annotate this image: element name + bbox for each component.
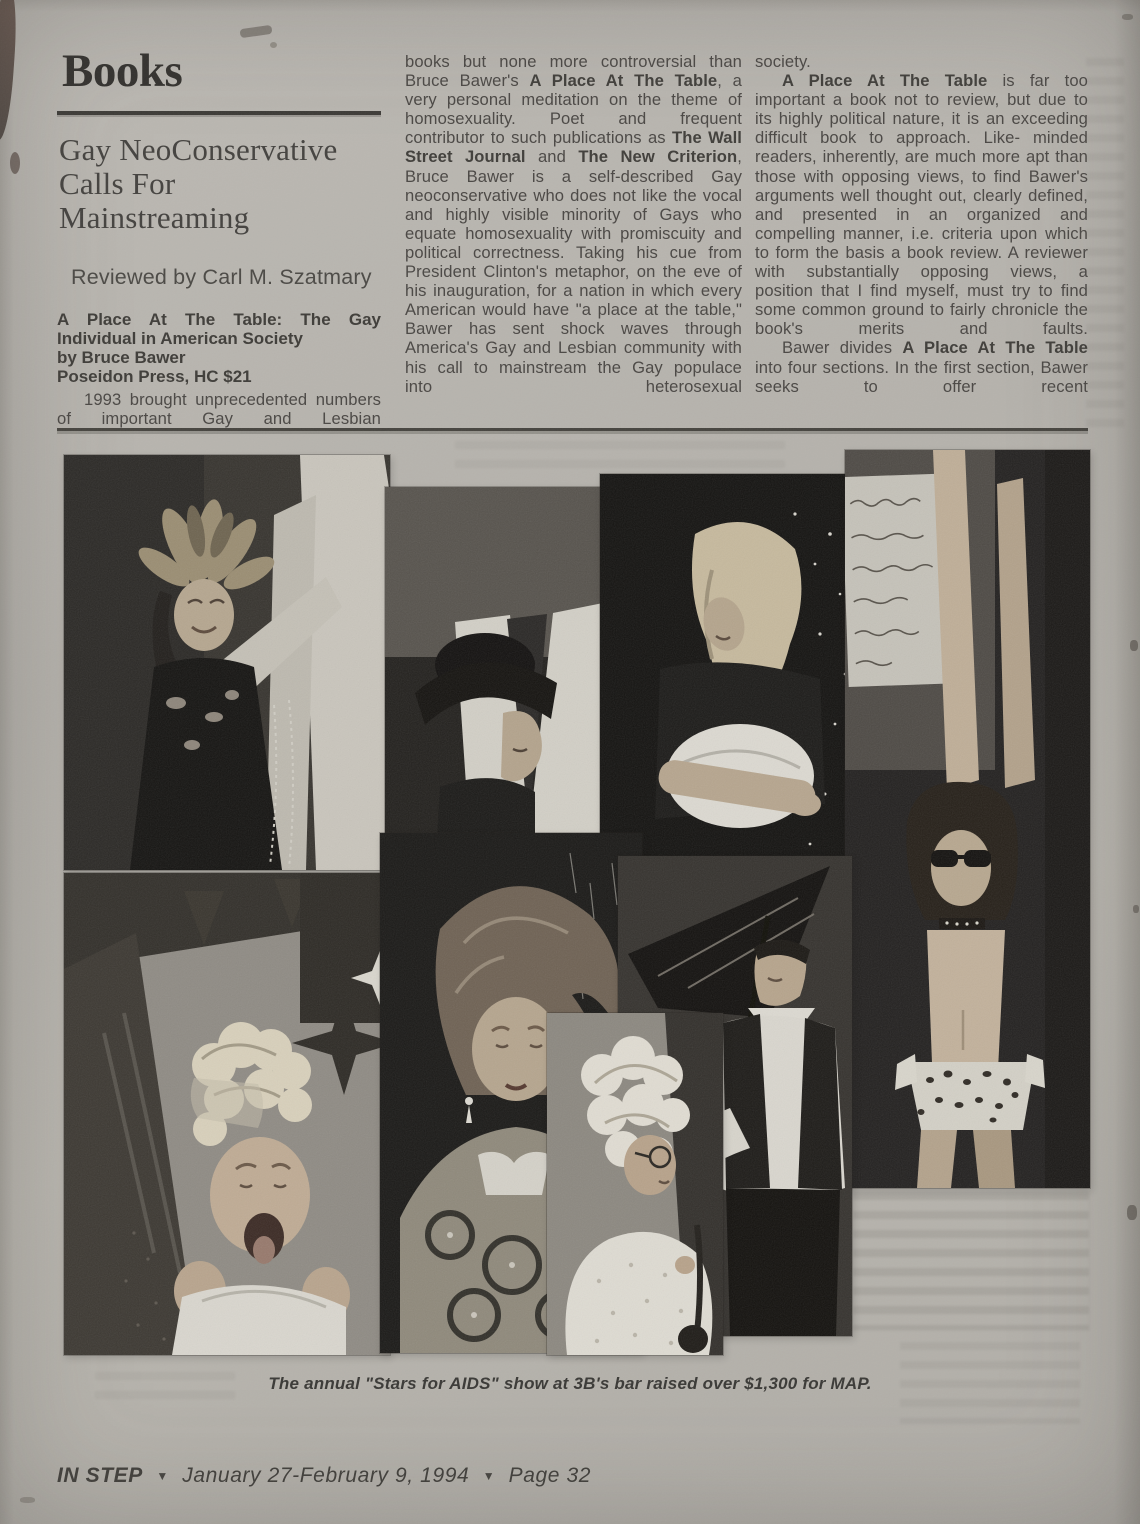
publication-name: IN STEP xyxy=(57,1464,143,1487)
book-info xyxy=(57,310,381,386)
paragraph: 1993 brought unprecedented numbers of important Gay and Lesbian xyxy=(57,390,381,429)
article-title xyxy=(59,133,381,235)
column-right xyxy=(755,0,1088,396)
scan-smudge xyxy=(20,1497,35,1503)
article-column-1-text xyxy=(57,390,381,428)
section-title: Books xyxy=(62,45,183,97)
book-title-line: A Place At The Table: The Gay Individual in American Society xyxy=(57,310,381,348)
photo-drag-queen-headdress xyxy=(64,455,390,870)
article-column-2-text xyxy=(405,52,742,396)
column-middle xyxy=(405,0,742,396)
book-author-line: by Bruce Bawer xyxy=(57,348,186,367)
photo-white-wig-glasses xyxy=(547,1013,723,1355)
photo-raised-arms-sunglasses xyxy=(845,450,1090,1188)
scan-smudge xyxy=(1130,640,1138,651)
photo-curly-wig-tongue-out xyxy=(64,873,390,1355)
photo-caption: The annual "Stars for AIDS" show at 3B's bar raised over $1,300 for MAP. xyxy=(268,1374,872,1393)
masthead-rule xyxy=(57,111,381,115)
paragraph: society. xyxy=(755,52,811,71)
print-bleed-ghost xyxy=(1086,58,1124,430)
scan-smudge xyxy=(1127,1205,1137,1220)
page-footer xyxy=(57,1464,591,1488)
paragraph: books but none more controversial than Bruce Bawer's A Place At The Table, a very personal meditation on the theme of homosexuality. Poet and frequent contributor to such publications as The Wall Street Journal and The New Criterion, Bruce Bawer is a self-described Gay neoconservative who does not like the vocal and highly visible minority of Gays who equate homosexuality with promiscuity and political correctness. Taking his cue from President Clinton's metaphor, on the eve of his inauguration, for a nation in which every American would have "a place at the table," Bawer has sent shock waves through America's Gay and Lesbian community with his call to mainstream the Gay populace into heterosexual xyxy=(405,52,742,396)
paragraph: A Place At The Table is far too important a book not to review, but due to its highly political nature, it is an exceeding difficult book to approach. Like- minded readers, inherently, are much more apt than those with opposing views, to find Bawer's arguments well thought out, clearly defined, and presented in an organized and compelling manner, i.e. criteria upon which to form the basis a book review. A reviewer with substantially opposing views, a position that I find myself, must try to find some common ground to fairly chronicle the book's merits and faults. xyxy=(755,71,1088,339)
article-title-line: Mainstreaming xyxy=(59,200,250,235)
page-number: Page 32 xyxy=(508,1464,592,1487)
paragraph: Bawer divides A Place At The Table into four sections. In the first section, Bawer seeks to offer recent xyxy=(755,338,1088,396)
column-left xyxy=(57,0,381,428)
scan-smudge xyxy=(10,152,20,174)
scan-smudge xyxy=(0,0,19,141)
article-column-3-text xyxy=(755,52,1088,396)
scan-smudge xyxy=(1133,905,1139,913)
triangle-separator-icon: ▼ xyxy=(482,1469,496,1483)
print-bleed-ghost xyxy=(853,1192,1089,1330)
scan-edge-shadow xyxy=(0,0,14,1524)
issue-date: January 27-February 9, 1994 xyxy=(182,1464,470,1487)
section-divider-rule xyxy=(57,428,1088,431)
book-publisher-line: Poseidon Press, HC $21 xyxy=(57,367,252,386)
triangle-separator-icon: ▼ xyxy=(156,1469,169,1483)
article-title-line: Calls For xyxy=(59,166,176,201)
byline: Reviewed by Carl M. Szatmary xyxy=(71,265,372,289)
article-title-line: Gay NeoConservative xyxy=(59,132,338,167)
scan-smudge xyxy=(1122,14,1133,20)
scan-edge-shadow xyxy=(1114,0,1140,1524)
